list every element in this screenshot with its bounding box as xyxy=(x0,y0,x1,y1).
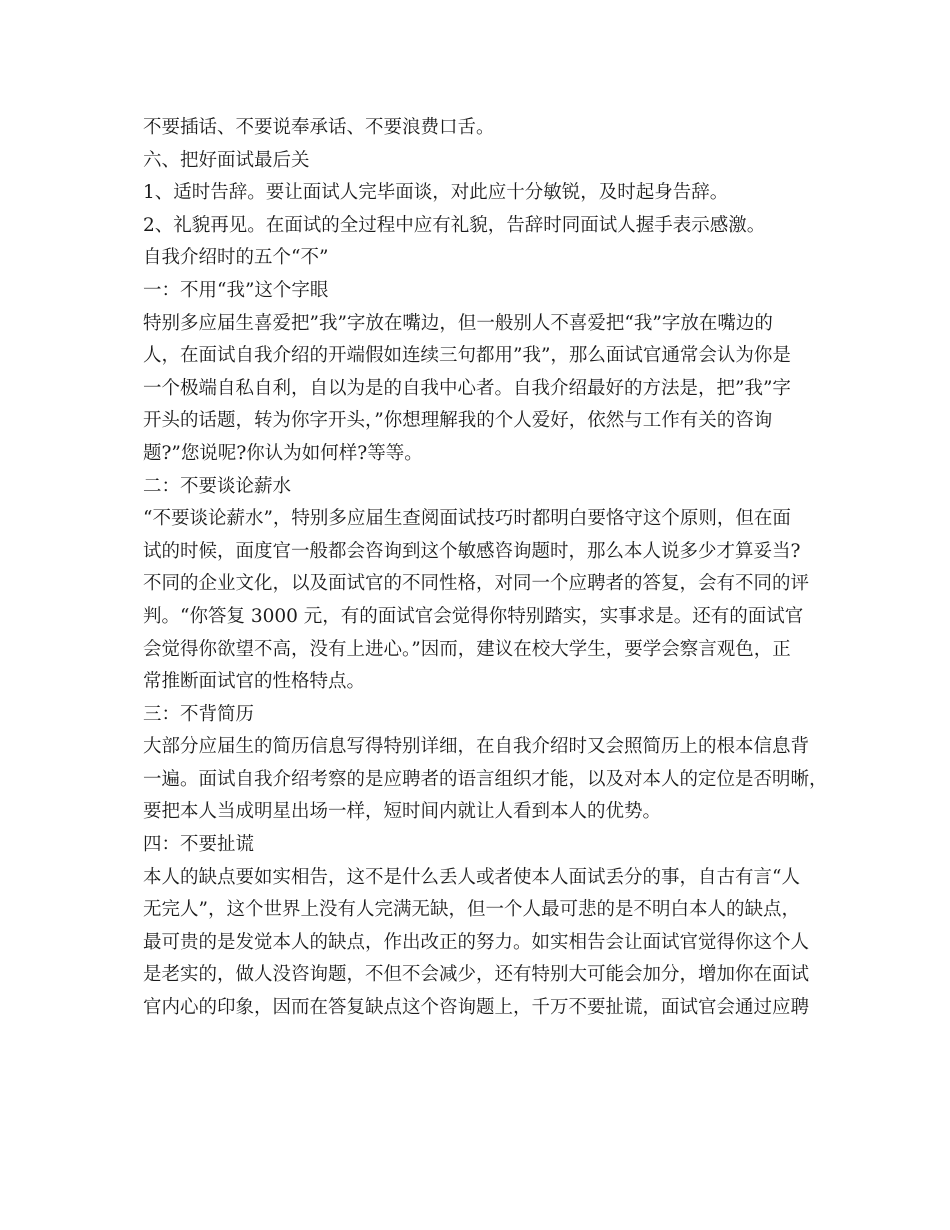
text-line: 不同的企业文化，以及面试官的不同性格，对同一个应聘者的答复，会有不同的评 xyxy=(143,573,810,595)
text-line: 一个极端自私自利，自以为是的自我中心者。自我介绍最好的方法是，把”我”字 xyxy=(143,377,791,399)
text-line: 题?”您说呢?你认为如何样?等等。 xyxy=(143,442,423,464)
text-line: 人，在面试自我介绍的开端假如连续三句都用”我”，那么面试官通常会认为你是 xyxy=(143,345,791,367)
text-line: 最可贵的是发觉本人的缺点，作出改正的努力。如实相告会让面试官觉得你这个人 xyxy=(143,931,810,953)
section-heading: 二：不要谈论薪水 xyxy=(143,475,292,497)
section-heading: 六、把好面试最后关 xyxy=(143,149,310,171)
text-line: 判。“你答复 3000 元，有的面试官会觉得你特别踏实，实事求是。还有的面试官 xyxy=(143,605,804,627)
text-line: 常推断面试官的性格特点。 xyxy=(143,671,366,693)
text-line: 一遍。面试自我介绍考察的是应聘者的语言组织才能，以及对本人的定位是否明晰， xyxy=(143,768,828,790)
text-line: 1、适时告辞。要让面试人完毕面谈，对此应十分敏锐，及时起身告辞。 xyxy=(143,182,729,204)
text-line: 大部分应届生的简历信息写得特别详细，在自我介绍时又会照简历上的根本信息背 xyxy=(143,736,810,758)
section-heading: 三：不背简历 xyxy=(143,703,255,725)
text-line: 不要插话、不要说奉承话、不要浪费口舌。 xyxy=(143,117,495,138)
section-heading: 一：不用“我”这个字眼 xyxy=(143,279,329,301)
text-line: 是老实的，做人没咨询题，不但不会减少，还有特别大可能会加分，增加你在面试 xyxy=(143,964,810,986)
text-line: 试的时候，面度官一般都会咨询到这个敏感咨询题时，那么本人说多少才算妥当? xyxy=(143,540,801,562)
section-heading: 四：不要扯谎 xyxy=(143,834,255,856)
text-line: 官内心的印象，因而在答复缺点这个咨询题上，千万不要扯谎，面试官会通过应聘 xyxy=(143,997,810,1019)
text-line: 会觉得你欲望不高，没有上进心。”因而，建议在校大学生，要学会察言观色，正 xyxy=(143,638,791,660)
section-heading: 自我介绍时的五个“不” xyxy=(143,247,329,269)
text-line: 要把本人当成明星出场一样，短时间内就让人看到本人的优势。 xyxy=(143,801,662,823)
text-line: “不要谈论薪水”，特别多应届生查阅面试技巧时都明白要恪守这个原则，但在面 xyxy=(143,508,791,530)
text-line: 开头的话题，转为你字开头，”你想理解我的个人爱好，依然与工作有关的咨询 xyxy=(143,410,773,432)
document-body xyxy=(143,112,828,1025)
text-line: 无完人”，这个世界上没有人完满无缺，但一个人最可悲的是不明白本人的缺点， xyxy=(143,899,800,921)
text-line: 本人的缺点要如实相告，这不是什么丢人或者使本人面试丢分的事，自古有言“人 xyxy=(143,866,800,888)
text-line: 特别多应届生喜爱把”我”字放在嘴边，但一般别人不喜爱把“我”字放在嘴边的 xyxy=(143,312,773,334)
text-line: 2、礼貌再见。在面试的全过程中应有礼貌，告辞时同面试人握手表示感激。 xyxy=(143,214,766,236)
